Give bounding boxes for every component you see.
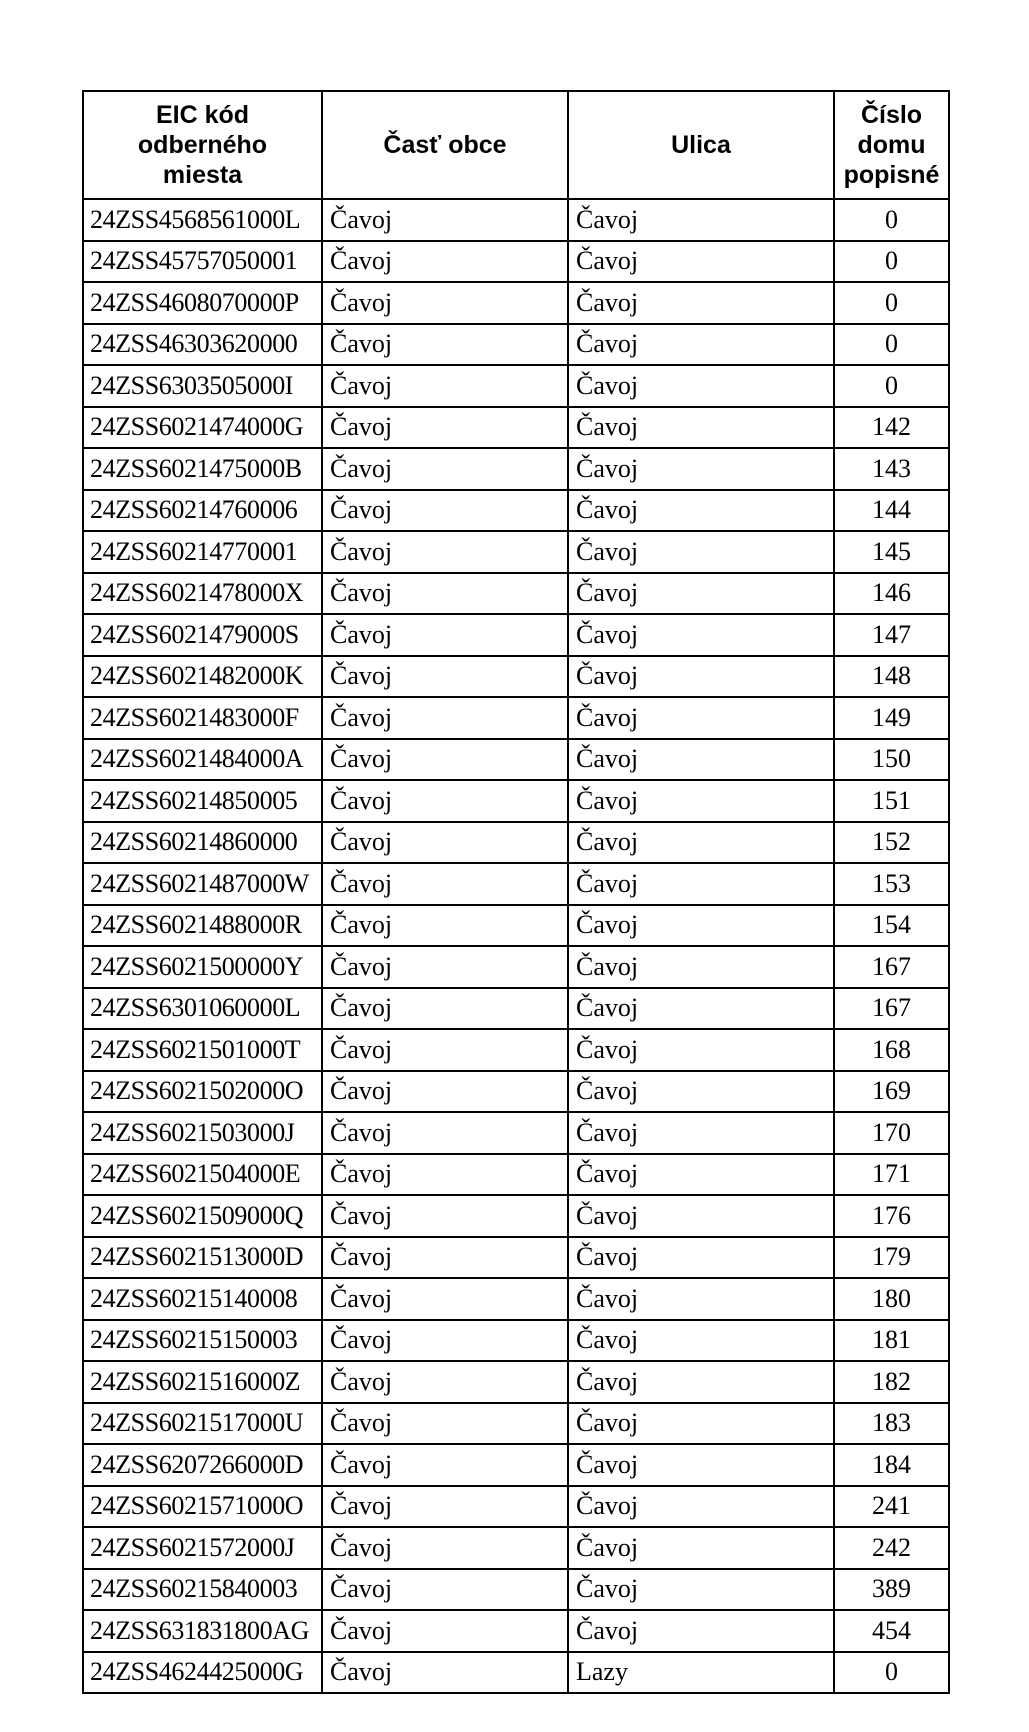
cell-cislo-domu: 0 xyxy=(834,241,949,283)
cell-eic-code: 24ZSS6021503000J xyxy=(83,1112,322,1154)
cell-ulica: Čavoj xyxy=(568,490,834,532)
cell-cast-obce: Čavoj xyxy=(322,739,568,781)
cell-ulica: Čavoj xyxy=(568,1444,834,1486)
cell-cislo-domu: 242 xyxy=(834,1527,949,1569)
cell-cislo-domu: 241 xyxy=(834,1486,949,1528)
cell-eic-code: 24ZSS6021487000W xyxy=(83,863,322,905)
cell-cislo-domu: 454 xyxy=(834,1610,949,1652)
cell-cast-obce: Čavoj xyxy=(322,531,568,573)
cell-cislo-domu: 142 xyxy=(834,407,949,449)
header-eic-line: EIC kód xyxy=(155,101,250,129)
cell-cislo-domu: 179 xyxy=(834,1237,949,1279)
cell-eic-code: 24ZSS45757050001 xyxy=(83,241,322,283)
cell-cast-obce: Čavoj xyxy=(322,1320,568,1362)
cell-cast-obce: Čavoj xyxy=(322,1112,568,1154)
table-header-row xyxy=(83,91,949,199)
cell-eic-code: 24ZSS6021509000Q xyxy=(83,1195,322,1237)
cell-cast-obce: Čavoj xyxy=(322,324,568,366)
cell-cast-obce: Čavoj xyxy=(322,407,568,449)
cell-eic-code: 24ZSS6021482000K xyxy=(83,656,322,698)
table-row xyxy=(83,780,949,822)
cell-eic-code: 24ZSS4568561000L xyxy=(83,199,322,241)
table-row xyxy=(83,365,949,407)
cell-cislo-domu: 148 xyxy=(834,656,949,698)
cell-ulica: Čavoj xyxy=(568,1403,834,1445)
cell-cislo-domu: 181 xyxy=(834,1320,949,1362)
cell-cast-obce: Čavoj xyxy=(322,1444,568,1486)
cell-cislo-domu: 149 xyxy=(834,697,949,739)
table-row xyxy=(83,1320,949,1362)
cell-eic-code: 24ZSS6207266000D xyxy=(83,1444,322,1486)
cell-cast-obce: Čavoj xyxy=(322,573,568,615)
cell-ulica: Čavoj xyxy=(568,905,834,947)
cell-ulica: Čavoj xyxy=(568,988,834,1030)
cell-eic-code: 24ZSS60215140008 xyxy=(83,1278,322,1320)
table-row xyxy=(83,739,949,781)
header-cislo-line: domu xyxy=(857,131,926,159)
cell-cast-obce: Čavoj xyxy=(322,946,568,988)
table-row xyxy=(83,697,949,739)
cell-cast-obce: Čavoj xyxy=(322,780,568,822)
cell-cast-obce: Čavoj xyxy=(322,863,568,905)
cell-cislo-domu: 152 xyxy=(834,822,949,864)
table-row xyxy=(83,1361,949,1403)
cell-cast-obce: Čavoj xyxy=(322,697,568,739)
cell-cast-obce: Čavoj xyxy=(322,448,568,490)
cell-eic-code: 24ZSS6301060000L xyxy=(83,988,322,1030)
cell-eic-code: 24ZSS6021572000J xyxy=(83,1527,322,1569)
cell-ulica: Čavoj xyxy=(568,1527,834,1569)
table-row xyxy=(83,1154,949,1196)
table-row xyxy=(83,1029,949,1071)
table-body xyxy=(83,199,949,1693)
cell-eic-code: 24ZSS60214760006 xyxy=(83,490,322,532)
cell-cislo-domu: 168 xyxy=(834,1029,949,1071)
header-cislo-domu xyxy=(834,91,949,199)
header-cast-obce: Časť obce xyxy=(322,91,568,199)
cell-ulica: Čavoj xyxy=(568,448,834,490)
cell-cislo-domu: 144 xyxy=(834,490,949,532)
cell-cast-obce: Čavoj xyxy=(322,822,568,864)
cell-cast-obce: Čavoj xyxy=(322,1278,568,1320)
cell-cast-obce: Čavoj xyxy=(322,199,568,241)
table-row xyxy=(83,614,949,656)
cell-ulica: Čavoj xyxy=(568,573,834,615)
cell-ulica: Čavoj xyxy=(568,614,834,656)
cell-cislo-domu: 145 xyxy=(834,531,949,573)
cell-cislo-domu: 184 xyxy=(834,1444,949,1486)
cell-eic-code: 24ZSS6303505000I xyxy=(83,365,322,407)
cell-ulica: Čavoj xyxy=(568,1154,834,1196)
cell-ulica: Čavoj xyxy=(568,199,834,241)
cell-ulica: Čavoj xyxy=(568,241,834,283)
cell-eic-code: 24ZSS6021488000R xyxy=(83,905,322,947)
cell-cislo-domu: 146 xyxy=(834,573,949,615)
cell-ulica: Čavoj xyxy=(568,531,834,573)
cell-eic-code: 24ZSS6021474000G xyxy=(83,407,322,449)
cell-eic-code: 24ZSS6021513000D xyxy=(83,1237,322,1279)
cell-eic-code: 24ZSS4608070000P xyxy=(83,282,322,324)
cell-cast-obce: Čavoj xyxy=(322,490,568,532)
table-row xyxy=(83,988,949,1030)
cell-cislo-domu: 180 xyxy=(834,1278,949,1320)
header-cislo-line: Číslo xyxy=(860,101,923,129)
cell-cislo-domu: 0 xyxy=(834,282,949,324)
table-row xyxy=(83,241,949,283)
cell-cislo-domu: 143 xyxy=(834,448,949,490)
cell-cast-obce: Čavoj xyxy=(322,1569,568,1611)
cell-ulica: Čavoj xyxy=(568,365,834,407)
table-row xyxy=(83,1527,949,1569)
cell-cislo-domu: 147 xyxy=(834,614,949,656)
table-row xyxy=(83,199,949,241)
cell-cislo-domu: 0 xyxy=(834,1652,949,1694)
cell-eic-code: 24ZSS60215840003 xyxy=(83,1569,322,1611)
cell-cast-obce: Čavoj xyxy=(322,656,568,698)
cell-cast-obce: Čavoj xyxy=(322,365,568,407)
cell-cast-obce: Čavoj xyxy=(322,988,568,1030)
cell-ulica: Čavoj xyxy=(568,407,834,449)
header-eic-line: miesta xyxy=(162,161,243,189)
cell-eic-code: 24ZSS46303620000 xyxy=(83,324,322,366)
cell-eic-code: 24ZSS631831800AG xyxy=(83,1610,322,1652)
table-row xyxy=(83,1652,949,1694)
cell-eic-code: 24ZSS6021475000B xyxy=(83,448,322,490)
cell-cislo-domu: 167 xyxy=(834,946,949,988)
cell-ulica: Čavoj xyxy=(568,656,834,698)
cell-ulica: Čavoj xyxy=(568,1237,834,1279)
cell-eic-code: 24ZSS6021502000O xyxy=(83,1071,322,1113)
cell-cast-obce: Čavoj xyxy=(322,1361,568,1403)
table-row xyxy=(83,1444,949,1486)
cell-ulica: Čavoj xyxy=(568,1610,834,1652)
header-cislo-line: popisné xyxy=(843,161,940,189)
cell-ulica: Čavoj xyxy=(568,780,834,822)
cell-cislo-domu: 153 xyxy=(834,863,949,905)
table-row xyxy=(83,822,949,864)
table-row xyxy=(83,656,949,698)
cell-cislo-domu: 389 xyxy=(834,1569,949,1611)
cell-cast-obce: Čavoj xyxy=(322,1610,568,1652)
header-eic-line: odberného xyxy=(137,131,268,159)
cell-ulica: Čavoj xyxy=(568,1320,834,1362)
cell-cast-obce: Čavoj xyxy=(322,282,568,324)
table-row xyxy=(83,448,949,490)
cell-cast-obce: Čavoj xyxy=(322,1486,568,1528)
cell-ulica: Čavoj xyxy=(568,1195,834,1237)
cell-ulica: Čavoj xyxy=(568,324,834,366)
cell-ulica: Čavoj xyxy=(568,1029,834,1071)
cell-eic-code: 24ZSS6021500000Y xyxy=(83,946,322,988)
cell-eic-code: 24ZSS60214860000 xyxy=(83,822,322,864)
cell-cast-obce: Čavoj xyxy=(322,614,568,656)
cell-ulica: Čavoj xyxy=(568,1071,834,1113)
cell-ulica: Čavoj xyxy=(568,1486,834,1528)
table-row xyxy=(83,1486,949,1528)
table-row xyxy=(83,946,949,988)
cell-cislo-domu: 151 xyxy=(834,780,949,822)
cell-ulica: Čavoj xyxy=(568,697,834,739)
cell-cislo-domu: 170 xyxy=(834,1112,949,1154)
cell-cast-obce: Čavoj xyxy=(322,1527,568,1569)
cell-cast-obce: Čavoj xyxy=(322,1403,568,1445)
table-row xyxy=(83,1112,949,1154)
cell-eic-code: 24ZSS4624425000G xyxy=(83,1652,322,1694)
cell-eic-code: 24ZSS6021484000A xyxy=(83,739,322,781)
cell-eic-code: 24ZSS6021479000S xyxy=(83,614,322,656)
table-row xyxy=(83,1569,949,1611)
cell-cislo-domu: 183 xyxy=(834,1403,949,1445)
cell-ulica: Čavoj xyxy=(568,1112,834,1154)
cell-cislo-domu: 169 xyxy=(834,1071,949,1113)
cell-ulica: Čavoj xyxy=(568,1361,834,1403)
cell-cislo-domu: 182 xyxy=(834,1361,949,1403)
cell-ulica: Čavoj xyxy=(568,1278,834,1320)
cell-cislo-domu: 0 xyxy=(834,365,949,407)
cell-ulica: Čavoj xyxy=(568,863,834,905)
cell-cast-obce: Čavoj xyxy=(322,1652,568,1694)
cell-eic-code: 24ZSS6021478000X xyxy=(83,573,322,615)
cell-eic-code: 24ZSS60215150003 xyxy=(83,1320,322,1362)
cell-ulica: Čavoj xyxy=(568,282,834,324)
header-eic-code xyxy=(83,91,322,199)
table-row xyxy=(83,1278,949,1320)
cell-cislo-domu: 150 xyxy=(834,739,949,781)
cell-ulica: Čavoj xyxy=(568,739,834,781)
cell-eic-code: 24ZSS60214850005 xyxy=(83,780,322,822)
cell-cislo-domu: 171 xyxy=(834,1154,949,1196)
table-row xyxy=(83,905,949,947)
cell-eic-code: 24ZSS6021504000E xyxy=(83,1154,322,1196)
cell-ulica: Čavoj xyxy=(568,822,834,864)
table-row xyxy=(83,324,949,366)
table-row xyxy=(83,1195,949,1237)
cell-cast-obce: Čavoj xyxy=(322,1195,568,1237)
cell-cast-obce: Čavoj xyxy=(322,1154,568,1196)
table-row xyxy=(83,1403,949,1445)
cell-ulica: Čavoj xyxy=(568,946,834,988)
cell-eic-code: 24ZSS6021501000T xyxy=(83,1029,322,1071)
cell-cast-obce: Čavoj xyxy=(322,1029,568,1071)
table-row xyxy=(83,407,949,449)
cell-eic-code: 24ZSS6021483000F xyxy=(83,697,322,739)
cell-cast-obce: Čavoj xyxy=(322,905,568,947)
cell-cislo-domu: 167 xyxy=(834,988,949,1030)
table-row xyxy=(83,1071,949,1113)
cell-cislo-domu: 154 xyxy=(834,905,949,947)
cell-eic-code: 24ZSS6021517000U xyxy=(83,1403,322,1445)
table-row xyxy=(83,1610,949,1652)
address-table xyxy=(82,90,950,1694)
table-row xyxy=(83,863,949,905)
cell-cislo-domu: 0 xyxy=(834,324,949,366)
cell-ulica: Čavoj xyxy=(568,1569,834,1611)
cell-eic-code: 24ZSS6021516000Z xyxy=(83,1361,322,1403)
cell-cast-obce: Čavoj xyxy=(322,1071,568,1113)
cell-cast-obce: Čavoj xyxy=(322,241,568,283)
table-row xyxy=(83,1237,949,1279)
cell-cast-obce: Čavoj xyxy=(322,1237,568,1279)
cell-ulica: Lazy xyxy=(568,1652,834,1694)
cell-cislo-domu: 0 xyxy=(834,199,949,241)
table-row xyxy=(83,490,949,532)
table-row xyxy=(83,531,949,573)
table-row xyxy=(83,282,949,324)
cell-eic-code: 24ZSS6021571000O xyxy=(83,1486,322,1528)
header-ulica: Ulica xyxy=(568,91,834,199)
cell-eic-code: 24ZSS60214770001 xyxy=(83,531,322,573)
table-row xyxy=(83,573,949,615)
cell-cislo-domu: 176 xyxy=(834,1195,949,1237)
